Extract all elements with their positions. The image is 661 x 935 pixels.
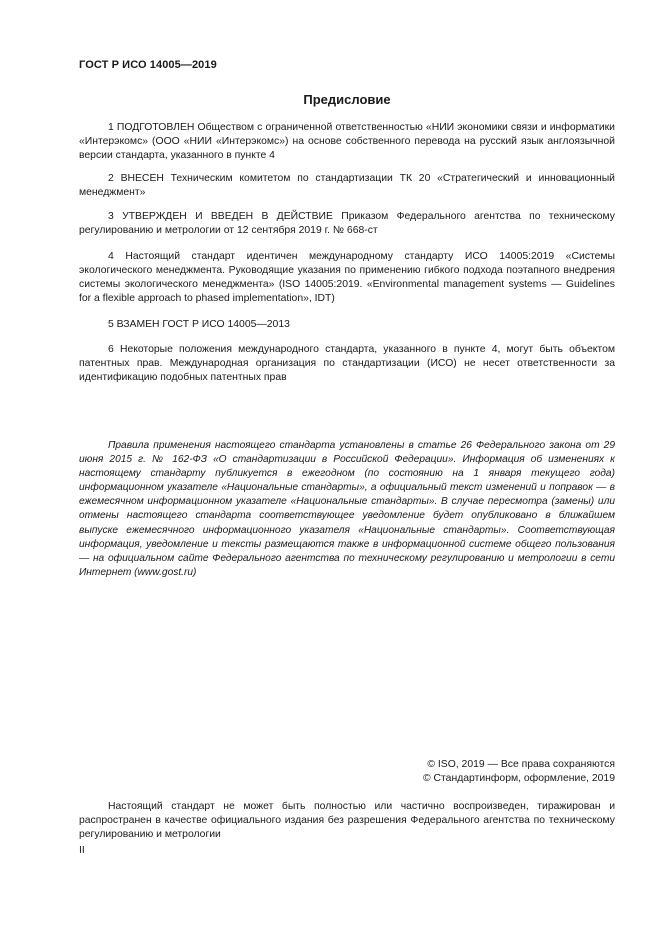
copyright-iso: © ISO, 2019 — Все права сохраняются [427, 759, 615, 770]
copyright-standartinform: © Стандартинформ, оформление, 2019 [422, 773, 615, 784]
standard-id: ГОСТ Р ИСО 14005—2019 [79, 59, 217, 71]
foreword-title: Предисловие [303, 92, 391, 107]
foreword-item-5: 5 ВЗАМЕН ГОСТ Р ИСО 14005—2013 [108, 319, 290, 330]
foreword-item-3: 3 УТВЕРЖДЕН И ВВЕДЕН В ДЕЙСТВИЕ Приказом Федерального агентства по техническому регулированию и метрологии от 12 сентября 2019 г. № 668-ст [79, 211, 615, 236]
foreword-item-6: 6 Некоторые положения международного стандарта, указанного в пункте 4, могут быть объектом патентных прав. Международная организация по стандартизации (ИСО) не несет ответственности за идентификацию подобных патентных прав [79, 344, 615, 383]
page-number: II [79, 845, 85, 856]
foreword-item-4: 4 Настоящий стандарт идентичен международному стандарту ИСО 14005:2019 «Системы экологического менеджмента. Руководящие указания по применению гибкого подхода поэтапного внедрения системы экологического менеджмента» (ISO 14005:2019. «Environmental management systems — Guidelines for a flexible approach to phased implementation», IDT) [79, 251, 615, 304]
reproduction-notice: Настоящий стандарт не может быть полностью или частично воспроизведен, тиражирован и распространен в качестве официального издания без разрешения Федерального агентства по техническому регулированию и метрологии [79, 801, 615, 840]
standard-application-notice: Правила применения настоящего стандарта установлены в статье 26 Федерального закона от 29 июня 2015 г. № 162-ФЗ «О стандартизации в Российской Федерации». Информация об изменениях к настоящему стандарту публикуется в ежегодном (по состоянию на 1 января текущего года) информационном указателе «Национальные стандарты», а официальный текст изменений и поправок — в ежемесячном информационном указателе «Национальные стандарты». В случае пересмотра (замены) или отмены настоящего стандарта соответствующее уведомление будет опубликовано в ближайшем выпуске ежемесячного информационного указателя «Национальные стандарты». Соответствующая информация, уведомление и тексты размещаются также в информационной системе общего пользования — на официальном сайте Федерального агентства по техническому регулированию и метрологии в сети Интернет (www.gost.ru) [79, 440, 615, 578]
foreword-item-1: 1 ПОДГОТОВЛЕН Обществом с ограниченной ответственностью «НИИ экономики связи и информатики «Интерэкомс» (ООО «НИИ «Интерэкомс») на основе собственного перевода на русский язык англоязычной версии стандарта, указанного в пункте 4 [79, 122, 615, 161]
foreword-item-2: 2 ВНЕСЕН Техническим комитетом по стандартизации ТК 20 «Стратегический и инновационный менеджмент» [79, 173, 615, 198]
